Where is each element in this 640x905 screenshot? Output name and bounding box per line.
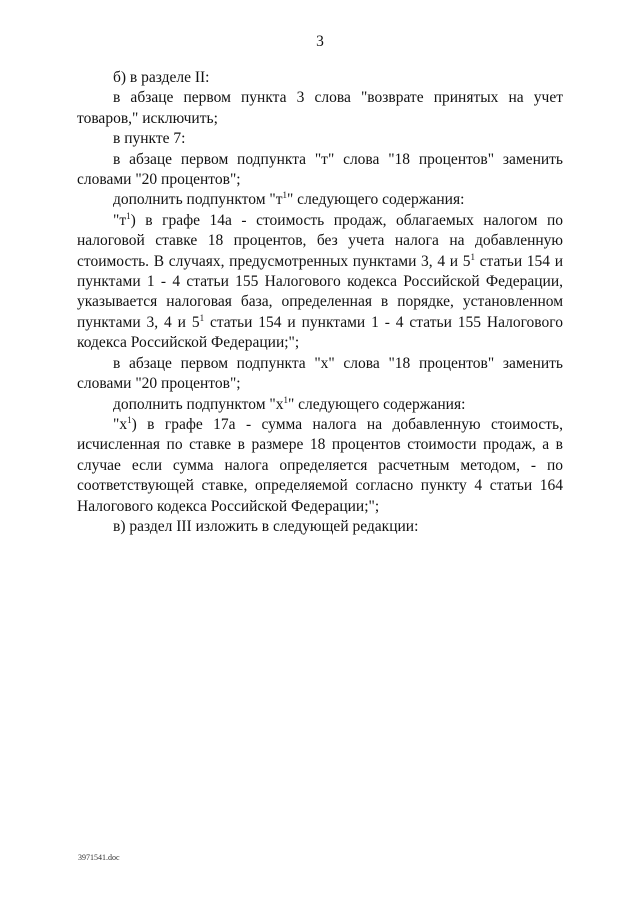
paragraph-t1-content: "$т^1$) в графе 14а - стоимость продаж, облагаемых налогом по налоговой ставке 18 процентов, без учета налога на добавленную стоимость. В случаях, предусмотренных пунктами 3, 4 и $5^1$ статьи 154 и пунктами 1 - 4 статьи 155 Налогового кодекса Российской Федерации, указывается налоговая база, определенная в порядке, установленном пунктами 3, 4 и $5^1$ статьи 154 и пунктами 1 - 4 статьи 155 Налогового кодекса Российской Федерации;"; [77,210,563,352]
paragraph-subpoint-x: в абзаце первом подпункта "х" слова "18 процентов" заменить словами "20 процентов"; [77,354,563,393]
paragraph-add-t1: дополнить подпунктом "$т^1$" следующего содержания: [113,190,465,209]
page-number: 3 [316,33,324,50]
paragraph-point-3: в абзаце первом пункта 3 слова "возврате принятых на учет товаров," исключить; [77,89,563,127]
file-name-footer: 3971541.doc [78,853,120,862]
paragraph-section-b: б) в разделе II: [113,69,210,86]
document-body [77,68,563,537]
paragraph-point-7: в пункте 7: [113,130,186,148]
paragraph-x1-content: "$х^1$) в графе 17а - сумма налога на добавленную стоимость, исчисленная по ставке в размере 18 процентов стоимости продаж, а в случае если сумма налога определяется расчетным методом, - по соответствующей ставке, определяемой согласно пункту 4 статьи 164 Налогового кодекса Российской Федерации;"; [77,414,563,515]
paragraph-section-v: в) раздел III изложить в следующей редакции: [113,517,419,535]
paragraph-add-x1: дополнить подпунктом "$х^1$" следующего содержания: [113,394,466,413]
paragraph-subpoint-t: в абзаце первом подпункта "т" слова "18 процентов" заменить словами "20 процентов"; [77,150,563,189]
